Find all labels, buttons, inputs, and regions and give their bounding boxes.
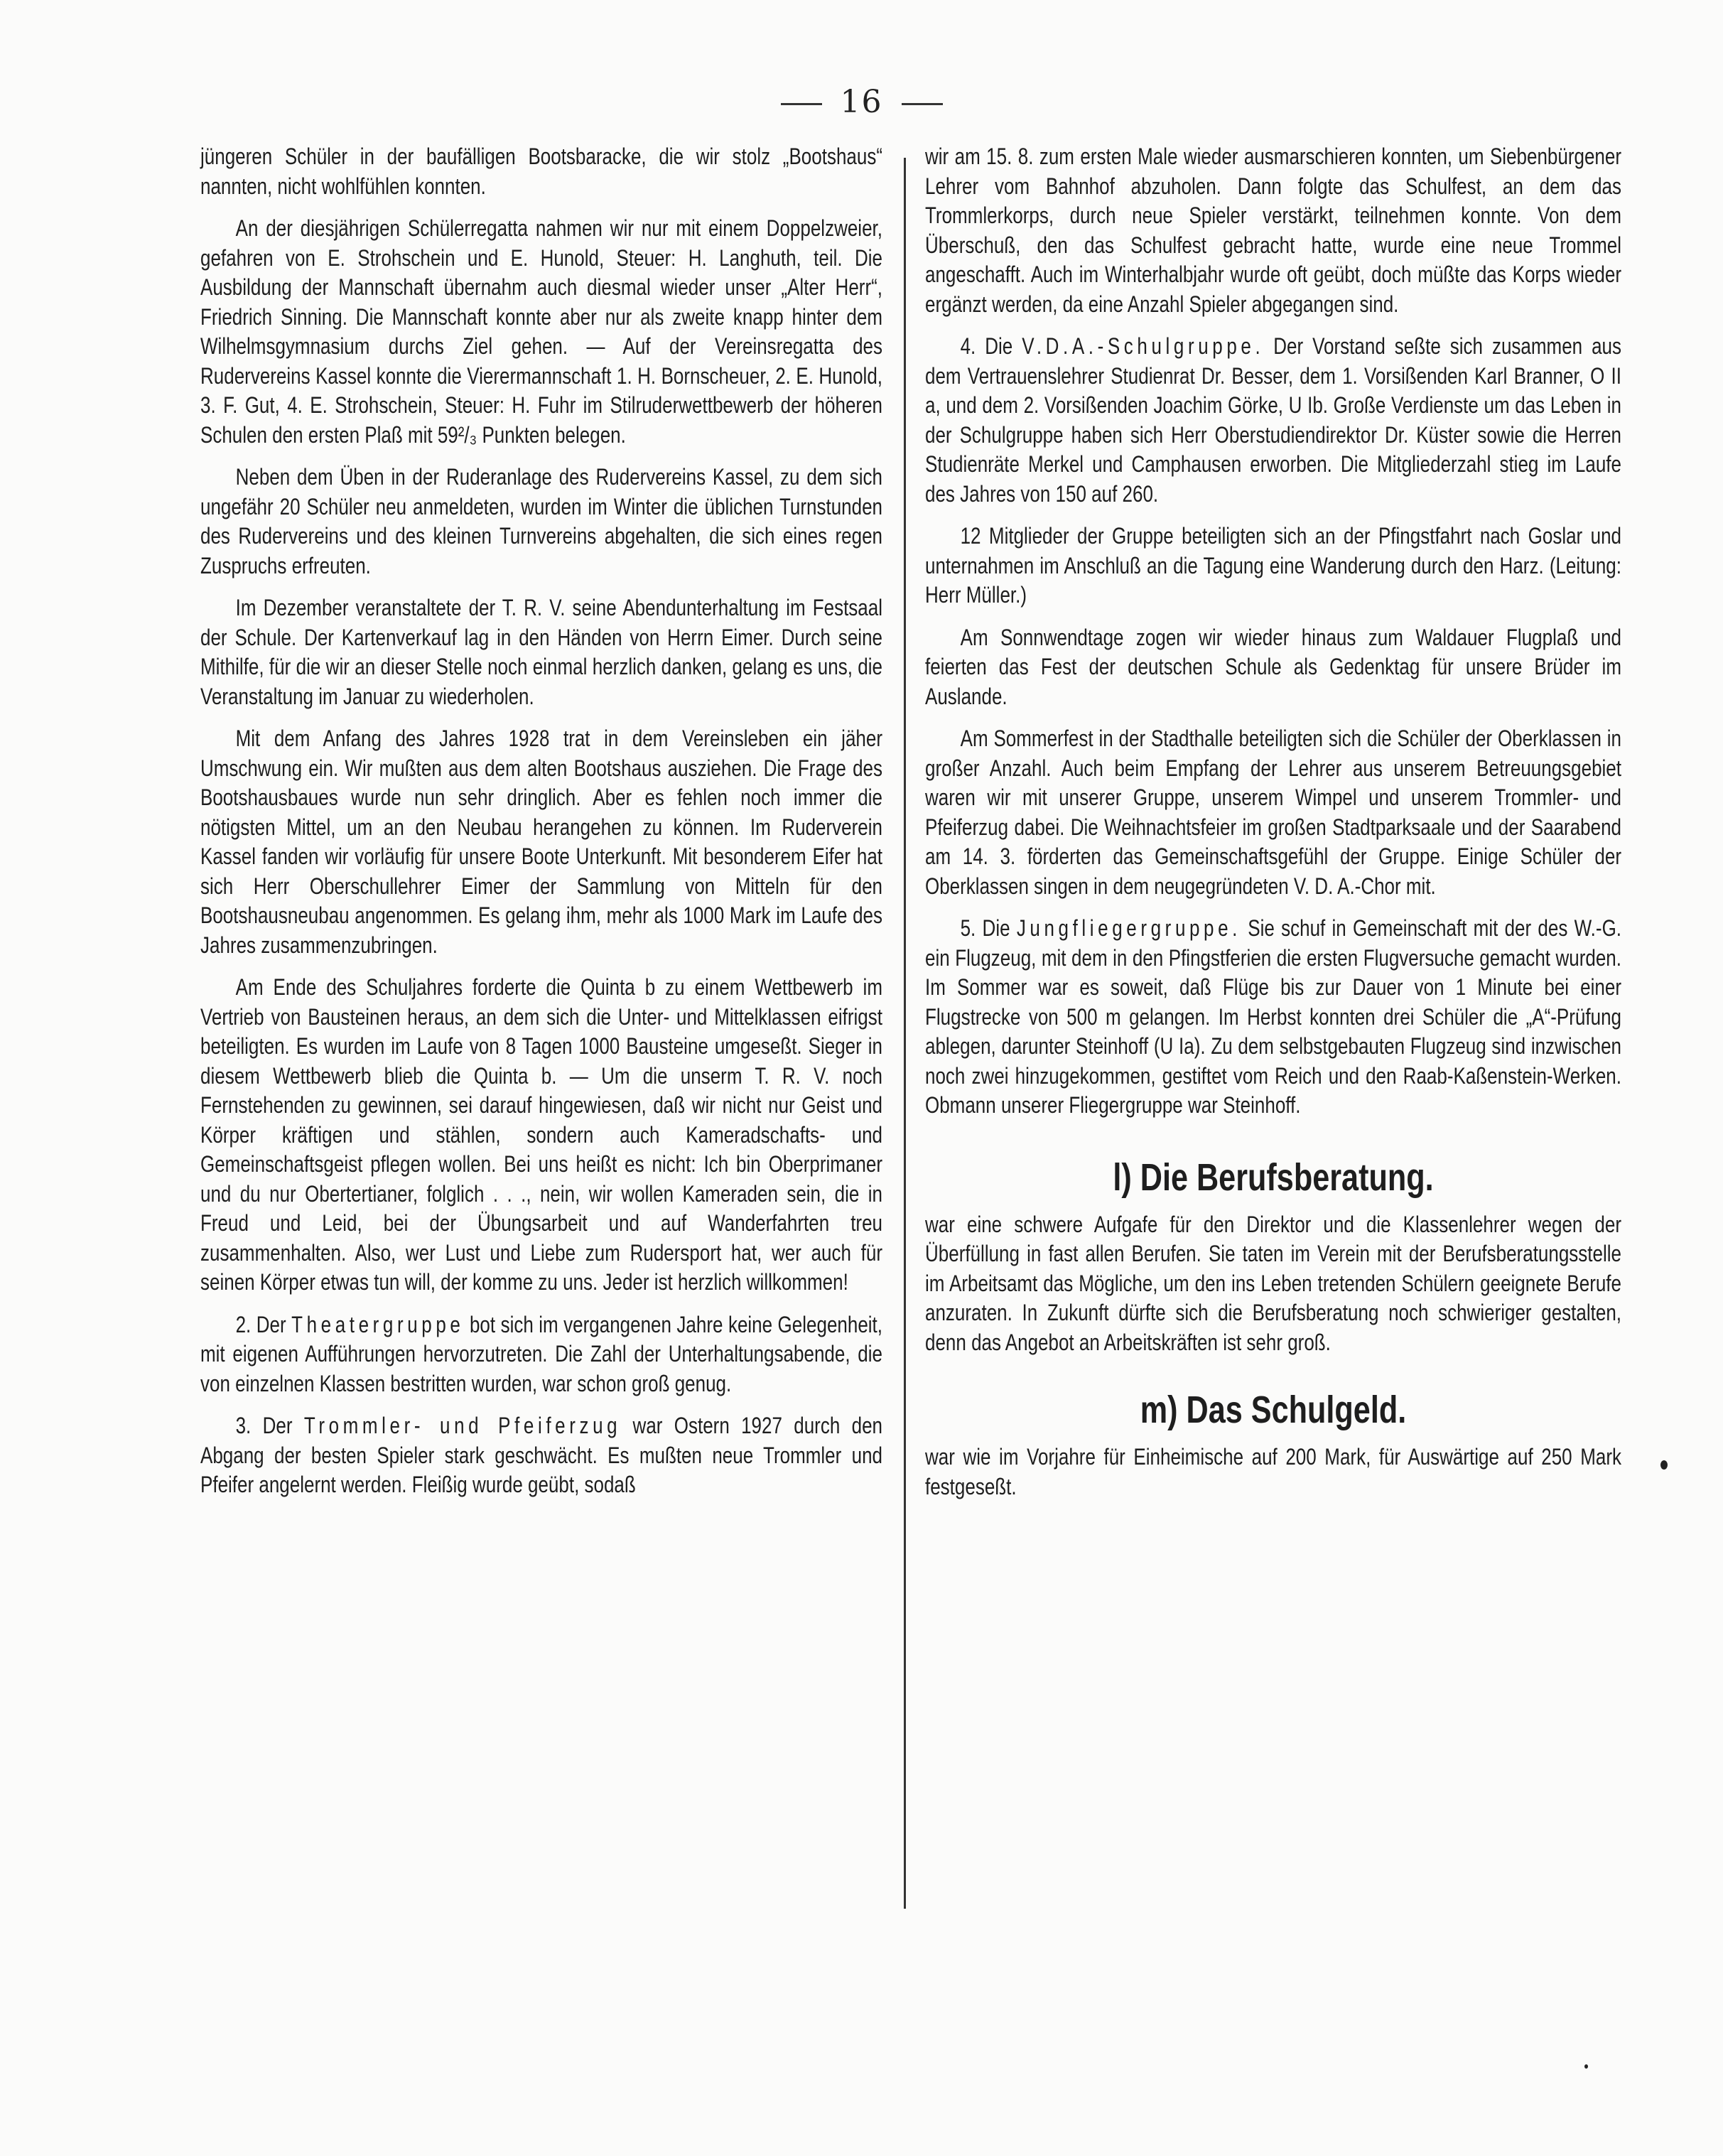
item-label: Trommler- und Pfeiferzug [303, 1413, 622, 1438]
trommler-paragraph [200, 1411, 882, 1500]
ink-speck [1660, 1460, 1668, 1470]
paragraph: jüngeren Schüler in der baufälligen Bootsbaracke, die wir stolz „Bootshaus“ nannten, nicht wohlfühlen konnten. [200, 144, 882, 199]
item-label: V.D.A.-Schulgruppe. [1022, 333, 1265, 359]
left-column [200, 142, 882, 1513]
paragraph: Mit dem Anfang des Jahres 1928 trat in dem Vereinsleben ein jäher Umschwung ein. Wir mußten aus dem alten Bootshaus ausziehen. Die Frage des Bootshausbaues wurde nun sehr dringlich. Aber es fehlen noch immer die nötigsten Mittel, um an den Neubau herangehen zu können. Im Ruderverein Kassel fanden wir vorläufig für unsere Boote Unterkunft. Mit besonderem Eifer hat sich Herr Oberschullehrer Eimer der Sammlung von Mitteln für den Bootshausneubau angenommen. Es gelang ihm, mehr als 1000 Mark im Laufe des Jahres zusammenzubringen. [200, 726, 883, 958]
theater-paragraph [200, 1310, 882, 1399]
paragraph: Am Sonnwendtage zogen wir wieder hinaus zum Waldauer Flugplaß und feierten das Fest der deutschen Schule als Gedenktag für unsere Brüder im Auslande. [925, 624, 1621, 709]
column-divider [904, 158, 906, 1909]
item-text: Sie schuf in Gemeinschaft mit der des W.-G. ein Flugzeug, mit dem in den Pfingstferien die ersten Flugversuche gemacht wurden. Im Sommer war es soweit, daß Flüge bis zur Dauer von 1 Minute bei einer Flugstrecke von 500 m gelangen. Im Herbst konnten drei Schüler die „A“-Prüfung ablegen, darunter Steinhoff (U Ia). Zu dem selbstgebauten Flugzeug sind inzwischen noch zwei hinzugekommen, gestiftet vom Reich und den Raab-Kaßenstein-Werken. Obmann unserer Fliegergruppe war Steinhoff. [925, 915, 1622, 1118]
right-column [925, 142, 1621, 1514]
item-text: bot sich im vergangenen Jahre keine Gelegenheit, mit eigenen Aufführungen hervorzutreten. Die Zahl der Unterhaltungsabende, die von einzelnen Klassen bestritten wurden, war schon groß genug. [200, 1311, 883, 1396]
paragraph: Neben dem Üben in der Ruderanlage des Rudervereins Kassel, zu dem sich ungefähr 20 Schüler neu anmeldeten, wurden im Winter die üblichen Turnstunden des Rudervereins und des kleinen Turnvereins abgehalten, die sich eines regen Zuspruchs erfreuten. [200, 464, 883, 578]
flieger-paragraph [925, 914, 1621, 1121]
paragraph: wir am 15. 8. zum ersten Male wieder ausmarschieren konnten, um Siebenbürgener Lehrer vom Bahnhof abzuholen. Dann folgte das Schulfest, an dem das Trommlerkorps, durch neue Spieler verstärkt, teilnehmen konnte. Von dem Überschuß, den das Schulfest gebracht hatte, wurde eine neue Trommel angeschafft. Auch im Winterhalbjahr wurde oft geübt, doch müßte das Korps wieder ergänzt werden, da eine Anzahl Spieler abgegangen sind. [925, 144, 1621, 317]
item-text: war Ostern 1927 durch den Abgang der besten Spieler stark geschwächt. Es mußten neue Trommler und Pfeifer angelernt werden. Fleißig wurde geübt, sodaß [200, 1413, 882, 1497]
item-text: Der Vorstand seßte sich zusammen aus dem Vertrauenslehrer Studienrat Dr. Besser, dem 1. Vorsißenden Karl Branner, O II a, und dem 2. Vorsißenden Joachim Görke, U Ib. Große Verdienste um das Leben in der Schulgruppe haben sich Herr Oberstudiendirektor Dr. Küster sowie die Herren Studienräte Merkel und Camphausen erworben. Die Mitgliederzahl stieg im Laufe des Jahres von 150 auf 260. [925, 333, 1622, 507]
section-heading-berufsberatung: l) Die Berufsberatung. [1113, 1155, 1434, 1199]
ink-speck [1584, 2064, 1588, 2069]
paragraph: 12 Mitglieder der Gruppe beteiligten sich an der Pfingstfahrt nach Goslar und unternahmen im Anschluß an die Tagung eine Wanderung durch den Harz. (Leitung: Herr Müller.) [925, 523, 1621, 608]
section-text: war eine schwere Aufgafe für den Direktor und die Klassenlehrer wegen der Überfüllung in fast allen Berufen. Sie taten im Verein mit der Berufsberatungsstelle im Arbeitsamt das Mögliche, um den ins Leben tretenden Schülern geeignete Berufe anzuraten. In Zukunft dürfte sich die Berufsberatung noch schwieriger gestalten, denn das Angebot an Arbeitskräften ist sehr groß. [925, 1211, 1621, 1355]
item-number: 3. Der [235, 1413, 293, 1438]
paragraph: Am Ende des Schuljahres forderte die Quinta b zu einem Wettbewerb im Vertrieb von Bausteinen heraus, an dem sich die Unter- und Mittelklassen eifrigst beteiligten. Es wurden im Laufe von 8 Tagen 1000 Bausteine umgeseßt. Sieger in diesem Wettbewerb blieb die Quinta b. — Um die unserm T. R. V. noch Fernstehenden zu gewinnen, sei darauf hingewiesen, daß wir nicht nur Geist und Körper kräftigen und stählen, sondern auch Kameradschafts- und Gemeinschaftsgeist pflegen wollen. Bei uns heißt es nicht: Ich bin Oberprimaner und du nur Obertertianer, folglich . . ., nein, wir wollen Kameraden sein, die in Freud und Leid, bei der Übungsarbeit und auf Wanderfahrten treu zusammenhalten. Also, wer Lust und Liebe zum Rudersport hat, wer auch für seinen Körper etwas tun will, der komme zu uns. Jeder ist herzlich willkommen! [200, 974, 883, 1295]
paragraph: Am Sommerfest in der Stadthalle beteiligten sich die Schüler der Oberklassen in großer Anzahl. Auch beim Empfang der Lehrer aus unserem Betreuungsgebiet waren wir mit unserer Gruppe, unserem Wimpel und unserem Trommler- und Pfeiferzug dabei. Die Weihnachtsfeier im großen Stadtparksaale und der Saarabend am 14. 3. förderten das Gemeinschaftsgefühl der Gruppe. Einige Schüler der Oberklassen singen in dem neugegründeten V. D. A.-Chor mit. [925, 726, 1621, 899]
section-text: war wie im Vorjahre für Einheimische auf 200 Mark, für Auswärtige auf 250 Mark festgeseßt. [925, 1444, 1621, 1499]
paragraph: An der diesjährigen Schülerregatta nahmen wir nur mit einem Doppelzweier, gefahren von E. Strohschein und E. Hunold, Steuer: H. Langhuth, teil. Die Ausbildung der Mannschaft übernahm auch diesmal wieder unser „Alter Herr“, Friedrich Sinning. Die Mannschaft konnte aber nur als zweite knapp hinter dem Wilhelmsgymnasium durchs Ziel gehen. — Auf der Vereinsregatta des Rudervereins Kassel konnte die Vierermannschaft 1. H. Bornscheuer, 2. E. Hunold, 3. F. Gut, 4. E. Strohschein, Steuer: H. Fuhr im Stilruderwettbewerb der höheren Schulen den ersten Plaß mit 59²/₃ Punkten belegen. [200, 215, 883, 448]
paragraph: Im Dezember veranstaltete der T. R. V. seine Abendunterhaltung im Festsaal der Schule. Der Kartenverkauf lag in den Händen von Herrn Eimer. Durch seine Mithilfe, für die wir an dieser Stelle noch einmal herzlich danken, gelang es uns, die Veranstaltung im Januar zu wiederholen. [200, 595, 883, 709]
dash-left [781, 103, 822, 105]
item-label: Jungfliegergruppe. [1016, 915, 1242, 941]
dash-right [902, 103, 943, 105]
section-heading-schulgeld: m) Das Schulgeld. [1140, 1389, 1407, 1431]
item-label: Theatergruppe [291, 1311, 465, 1337]
vda-paragraph [925, 332, 1621, 509]
page-number [0, 84, 1723, 120]
item-number: 5. Die [960, 915, 1010, 941]
item-number: 4. Die [960, 333, 1013, 359]
item-number: 2. Der [235, 1311, 286, 1337]
page-number-text: 16 [840, 84, 883, 120]
